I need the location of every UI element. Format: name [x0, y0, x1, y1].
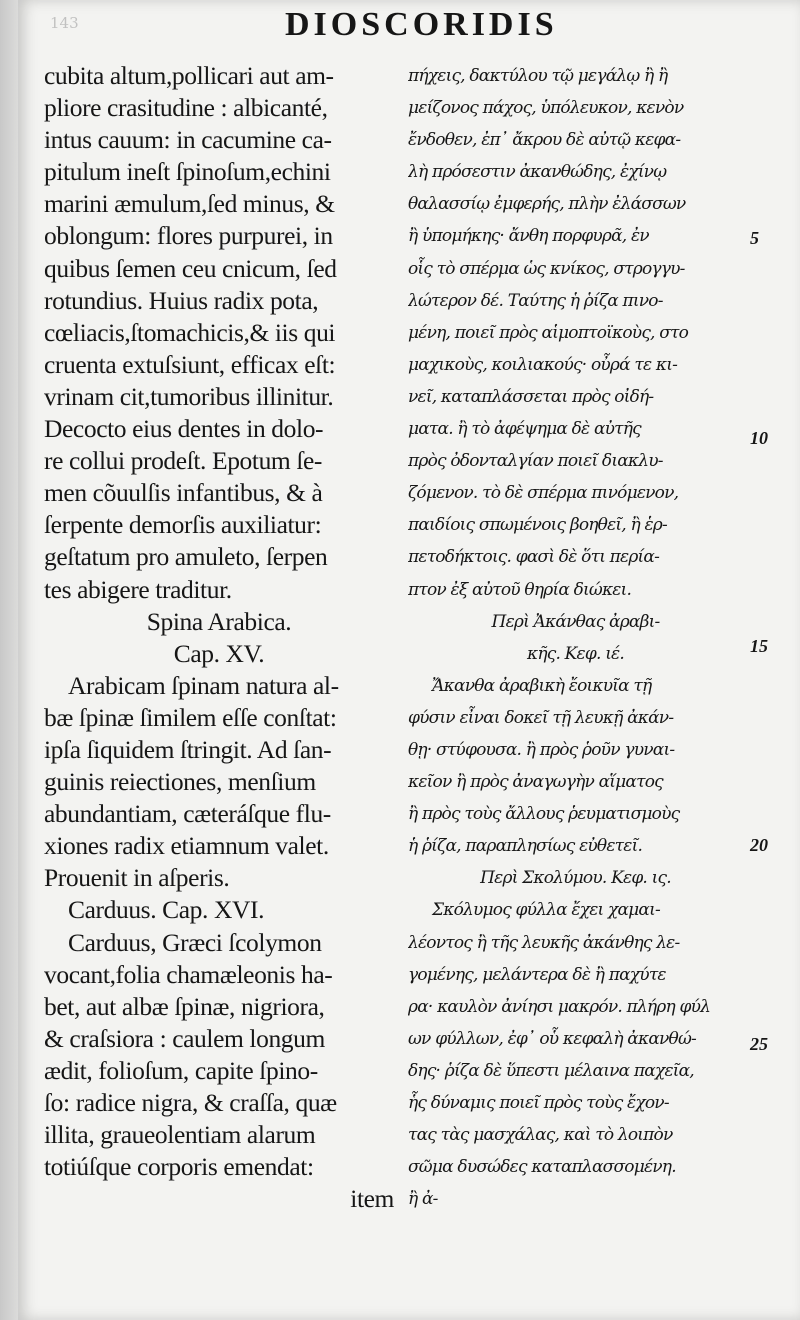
latin-text-line: bæ ſpinæ ſimilem eſſe conſtat: [44, 702, 337, 732]
latin-text-line: Prouenit in aſperis. [44, 863, 230, 893]
latin-text-line: geſtatum pro amuleto, ſerpen [44, 542, 328, 572]
folio-number: 143 [50, 14, 79, 32]
greek-text-line: ἡ ῥίζα, παραπλησίως εὐθετεῖ. [408, 836, 643, 857]
greek-text-line: ἢ πρὸς τοὺς ἄλλους ῥευματισμοὺς [408, 804, 680, 825]
greek-text-line: παιδίοις σπωμένοις βοηθεῖ, ἢ ἑρ- [408, 515, 667, 536]
greek-text-line: ρα· καυλὸν ἀνίησι μακρόν. πλήρη φύλ [408, 996, 711, 1017]
latin-text-line: rotundius. Huius radix pota, [44, 285, 319, 315]
greek-text-line: μένη, ποιεῖ πρὸς αἱμοπτοϊκοὺς, στο [408, 322, 689, 343]
latin-text-line: & craſsiora : caulem longum [44, 1023, 325, 1053]
greek-text-line: Περὶ Ἀκάνθας ἀραβι- [491, 611, 660, 632]
margin-line-number: 10 [750, 428, 768, 448]
greek-text-line: λώτερον δέ. Ταύτης ἡ ῥίζα πινο- [408, 290, 663, 311]
greek-text-line: πτον ἐξ αὐτοῦ θηρία διώκει. [408, 579, 632, 600]
latin-text-line: Decocto eius dentes in dolo- [44, 414, 324, 444]
greek-text-line: κεῖον ἢ πρὸς ἀναγωγὴν αἵματος [408, 772, 663, 793]
greek-text-line: θῃ· στύφουσα. ἢ πρὸς ῥοῦν γυναι- [408, 739, 675, 760]
latin-text-line: pliore crasitudine : albicanté, [44, 93, 328, 123]
greek-text-line: κῆς. Κεφ. ιέ. [527, 643, 624, 664]
latin-text-line: guinis reiectiones, menſium [44, 767, 316, 797]
latin-text-line: vocant,folia chamæleonis ha- [44, 959, 333, 989]
latin-text-line: cruenta extuſsiunt, efficax eſt: [44, 349, 336, 379]
greek-text-line: ματα. ἢ τὸ ἀφέψημα δὲ αὐτῆς [408, 419, 641, 440]
latin-text-line: men cõuulſis infantibus, & à [44, 478, 323, 508]
greek-text-line: ων φύλλων, ἐφ᾽ οὗ κεφαλὴ ἀκανθώ- [408, 1028, 696, 1049]
greek-text-line: ἧς δύναμις ποιεῖ πρὸς τοὺς ἔχον- [408, 1093, 669, 1113]
latin-text-line: ædit, folioſum, capite ſpino- [44, 1055, 318, 1085]
latin-text-line: quibus ſemen ceu cnicum, ſed [44, 253, 337, 283]
greek-column [408, 60, 743, 1215]
greek-text-line: ἢ ὑπομήκης· ἄνθη πορφυρᾶ, ἐν [408, 226, 649, 247]
latin-text-line: tes abigere traditur. [44, 574, 232, 604]
greek-text-line: ἔνδοθεν, ἐπ᾽ ἄκρου δὲ αὐτῷ κεφα- [408, 130, 681, 151]
latin-text-line: marini æmulum,ſed minus, & [44, 189, 335, 219]
greek-text-line: Ἄκανθα ἀραβικὴ ἔοικυῖα τῇ [432, 675, 652, 696]
latin-text-line: cubita altum,pollicari aut am- [44, 61, 334, 90]
latin-text-line: Carduus. Cap. XVI. [68, 895, 265, 925]
greek-text-line: θαλασσίῳ ἐμφερής, πλὴν ἐλάσσων [408, 194, 686, 215]
margin-line-number: 15 [750, 636, 768, 656]
latin-text-line: Spina Arabica. [146, 606, 292, 636]
greek-text-line: τας τὰς μασχάλας, καὶ τὸ λοιπὸν [408, 1125, 673, 1146]
greek-text-line: λὴ πρόσεστιν ἀκανθώδης, ἐχίνῳ [408, 162, 667, 183]
greek-text-line: πήχεις, δακτύλου τῷ μεγάλῳ ἢ ἢ [408, 66, 668, 86]
margin-line-number: 20 [750, 835, 768, 855]
greek-text-line: φύσιν εἶναι δοκεῖ τῇ λευκῇ ἀκάν- [408, 707, 674, 728]
margin-line-number: 25 [750, 1034, 768, 1054]
greek-text-line: ζόμενον. τὸ δὲ σπέρμα πινόμενον, [408, 483, 679, 504]
latin-text-line: Cap. XV. [173, 638, 265, 668]
latin-text-line: illita, graueolentiam alarum [44, 1120, 316, 1150]
latin-text-line: abundantiam, cæteráſque flu- [44, 799, 331, 829]
greek-text-line: σῶμα δυσώδες καταπλασσομένη. [408, 1157, 676, 1178]
latin-text-line: re collui prodeſt. Epotum ſe- [44, 446, 323, 476]
latin-text-line: item [350, 1184, 394, 1214]
greek-text-line: πρὸς ὀδονταλγίαν ποιεῖ διακλυ- [408, 451, 663, 472]
greek-text-line: δης· ῥίζα δὲ ὕπεστι μέλαινα παχεῖα, [408, 1060, 694, 1081]
latin-text-line: pitulum ineſt ſpinoſum,echini [44, 157, 331, 187]
latin-column [44, 60, 394, 1215]
latin-text-line: cœliacis,ſtomachicis,& iis qui [44, 317, 336, 347]
greek-text-line: ἢ ἀ- [408, 1189, 438, 1210]
running-head: DIOSCORIDIS [285, 6, 558, 43]
latin-text-line: vrinam cit,tumoribus illinitur. [44, 381, 334, 411]
latin-text-line: Arabicam ſpinam natura al- [68, 670, 339, 700]
latin-text-line: oblongum: flores purpurei, in [44, 221, 333, 251]
greek-text-line: πετοδήκτοις. φασὶ δὲ ὅτι περία- [408, 547, 660, 568]
latin-text-line: bet, aut albæ ſpinæ, nigriora, [44, 991, 325, 1021]
latin-text-line: ſerpente demorſis auxiliatur: [44, 510, 322, 540]
greek-text-line: λέοντος ἢ τῆς λευκῆς ἀκάνθης λε- [408, 932, 680, 953]
greek-text-line: μείζονος πάχος, ὑπόλευκον, κενὸν [408, 98, 684, 119]
latin-text-line: intus cauum: in cacumine ca- [44, 125, 332, 155]
greek-text-line: Περὶ Σκολύμου. Κεφ. ις. [480, 868, 671, 889]
greek-text-line: οἷς τὸ σπέρμα ὡς κνίκος, στρογγυ- [408, 258, 685, 279]
margin-line-number: 5 [750, 228, 759, 248]
latin-text-line: totiúſque corporis emendat: [44, 1152, 314, 1182]
latin-text-line: Carduus, Græci ſcolymon [68, 927, 322, 957]
latin-text-line: ipſa ſiquidem ſtringit. Ad ſan- [44, 734, 332, 764]
latin-text-line: xiones radix etiamnum valet. [44, 831, 329, 861]
latin-text-line: ſo: radice nigra, & craſſa, quæ [44, 1088, 337, 1117]
greek-text-line: Σκόλυμος φύλλα ἔχει χαμαι- [432, 900, 660, 921]
greek-text-line: νεῖ, καταπλάσσεται πρὸς οἰδή- [408, 386, 654, 407]
greek-text-line: μαχικοὺς, κοιλιακούς· οὖρά τε κι- [408, 354, 678, 375]
greek-text-line: γομένης, μελάντερα δὲ ἢ παχύτε [408, 964, 666, 985]
